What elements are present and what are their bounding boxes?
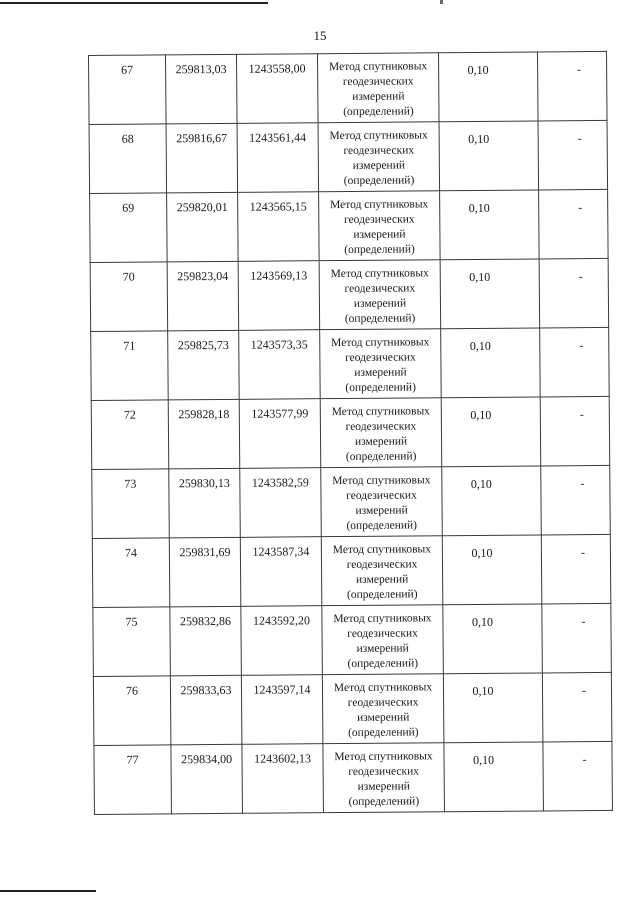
method-cell bbox=[320, 329, 442, 399]
description-cell bbox=[541, 534, 611, 604]
y-coordinate-cell-text: 1243569,13 bbox=[250, 268, 308, 283]
y-coordinate-cell bbox=[241, 675, 323, 745]
method-line: Метод спутниковых bbox=[330, 267, 429, 281]
x-coordinate-cell-text: 259834,00 bbox=[180, 751, 233, 767]
description-cell-text: - bbox=[578, 269, 583, 284]
method-line: (определений) bbox=[343, 105, 414, 118]
point-number-cell-text: 75 bbox=[125, 614, 138, 629]
x-coordinate-cell-text: 259823,04 bbox=[177, 268, 229, 284]
table-row bbox=[94, 741, 613, 814]
y-coordinate-cell bbox=[238, 261, 320, 331]
method-line: измерений bbox=[352, 90, 405, 103]
y-coordinate-cell-text: 1243602,13 bbox=[253, 751, 312, 766]
description-cell bbox=[540, 327, 610, 397]
accuracy-cell bbox=[438, 52, 538, 122]
accuracy-cell-text: 0,10 bbox=[470, 407, 492, 423]
scan-edge-line-top bbox=[0, 2, 268, 4]
description-cell-text: - bbox=[582, 752, 587, 767]
method-line: геодезических bbox=[347, 627, 418, 640]
accuracy-cell bbox=[441, 328, 541, 398]
x-coordinate-cell-text: 259813,03 bbox=[175, 61, 227, 77]
y-coordinate-cell-text: 1243597,14 bbox=[253, 682, 311, 697]
x-coordinate-cell-text: 259831,69 bbox=[179, 544, 231, 560]
y-coordinate-cell bbox=[237, 123, 319, 193]
method-text bbox=[319, 122, 440, 189]
method-line: Метод спутниковых bbox=[328, 60, 428, 74]
x-coordinate-cell bbox=[167, 192, 239, 262]
point-number-cell bbox=[90, 262, 168, 332]
point-number-cell-text: 69 bbox=[122, 200, 135, 215]
accuracy-cell-text: 0,10 bbox=[468, 200, 490, 216]
method-line: геодезических bbox=[346, 558, 418, 571]
y-coordinate-cell bbox=[238, 192, 320, 262]
description-cell-text: - bbox=[579, 338, 584, 353]
description-cell-text: - bbox=[580, 545, 585, 560]
method-line: (определений) bbox=[347, 657, 419, 670]
description-cell-text: - bbox=[577, 131, 582, 146]
x-coordinate-cell-text: 259828,18 bbox=[178, 406, 230, 422]
description-cell bbox=[542, 672, 612, 742]
x-coordinate-cell-text: 259820,01 bbox=[176, 199, 228, 215]
method-cell bbox=[322, 674, 444, 744]
method-cell bbox=[321, 467, 443, 537]
coordinates-table bbox=[88, 51, 613, 815]
accuracy-cell bbox=[442, 535, 542, 605]
x-coordinate-cell-text: 259832,86 bbox=[179, 613, 232, 629]
table-row bbox=[89, 51, 608, 124]
point-number-cell-text: 77 bbox=[126, 752, 139, 767]
description-cell bbox=[542, 603, 612, 673]
method-line: измерений bbox=[356, 642, 409, 655]
point-number-cell-text: 73 bbox=[124, 476, 137, 491]
method-line: (определений) bbox=[343, 174, 415, 187]
table-row bbox=[92, 534, 611, 607]
accuracy-cell bbox=[440, 190, 540, 260]
point-number-cell-text: 67 bbox=[121, 62, 134, 77]
accuracy-cell-text: 0,10 bbox=[467, 62, 489, 78]
accuracy-cell bbox=[440, 259, 540, 329]
accuracy-cell bbox=[444, 742, 544, 812]
y-coordinate-cell bbox=[241, 606, 323, 676]
point-number-cell bbox=[94, 745, 172, 815]
method-line: геодезических bbox=[343, 144, 415, 157]
method-line: (определений) bbox=[346, 519, 418, 532]
y-coordinate-cell-text: 1243565,15 bbox=[249, 199, 307, 214]
accuracy-cell-text: 0,10 bbox=[469, 338, 491, 354]
method-text bbox=[321, 467, 442, 534]
point-number-cell bbox=[91, 331, 169, 401]
method-text bbox=[321, 398, 442, 465]
accuracy-cell bbox=[442, 466, 542, 536]
accuracy-cell-text: 0,10 bbox=[472, 683, 494, 698]
description-cell bbox=[539, 258, 609, 328]
method-cell bbox=[319, 191, 441, 261]
method-text bbox=[320, 260, 441, 327]
description-cell bbox=[541, 465, 611, 535]
method-line: (определений) bbox=[348, 795, 420, 808]
x-coordinate-cell bbox=[170, 675, 242, 745]
method-line: Метод спутниковых bbox=[331, 336, 430, 350]
point-number-cell bbox=[93, 676, 171, 746]
y-coordinate-cell-text: 1243587,34 bbox=[252, 544, 310, 559]
method-line: Метод спутниковых bbox=[334, 750, 433, 764]
method-line: измерений bbox=[354, 435, 408, 448]
method-line: измерений bbox=[352, 159, 406, 172]
table-row bbox=[92, 465, 611, 538]
x-coordinate-cell-text: 259825,73 bbox=[177, 337, 229, 353]
accuracy-cell-text: 0,10 bbox=[472, 752, 495, 767]
point-number-cell-text: 68 bbox=[121, 131, 134, 146]
y-coordinate-cell bbox=[236, 54, 318, 124]
method-text bbox=[322, 536, 443, 603]
description-cell-text: - bbox=[581, 683, 587, 698]
point-number-cell-text: 71 bbox=[123, 338, 136, 353]
method-text bbox=[323, 674, 444, 741]
y-coordinate-cell bbox=[239, 399, 321, 469]
description-cell-text: - bbox=[577, 62, 582, 77]
x-coordinate-cell bbox=[170, 606, 242, 676]
description-cell bbox=[538, 120, 608, 190]
method-cell bbox=[318, 122, 440, 192]
x-coordinate-cell-text: 259833,63 bbox=[180, 682, 232, 698]
x-coordinate-cell bbox=[168, 330, 240, 400]
method-line: измерений bbox=[357, 780, 410, 793]
accuracy-cell-text: 0,10 bbox=[468, 131, 490, 147]
method-line: геодезических bbox=[347, 696, 419, 709]
accuracy-cell bbox=[439, 121, 539, 191]
x-coordinate-cell bbox=[169, 537, 241, 607]
y-coordinate-cell bbox=[239, 330, 321, 400]
x-coordinate-cell bbox=[171, 744, 243, 814]
table-row bbox=[91, 327, 610, 400]
table-row bbox=[91, 396, 610, 469]
point-number-cell-text: 72 bbox=[123, 407, 136, 422]
y-coordinate-cell bbox=[240, 537, 322, 607]
x-coordinate-cell bbox=[167, 261, 239, 331]
accuracy-cell-text: 0,10 bbox=[470, 476, 492, 492]
y-coordinate-cell-text: 1243561,44 bbox=[249, 130, 307, 145]
method-line: Метод спутниковых bbox=[331, 405, 430, 419]
method-line: измерений bbox=[357, 711, 410, 724]
accuracy-cell-text: 0,10 bbox=[471, 545, 493, 561]
method-text bbox=[322, 605, 443, 672]
point-number-cell bbox=[89, 55, 167, 125]
method-line: Метод спутниковых bbox=[332, 474, 431, 488]
page-number: 15 bbox=[313, 28, 327, 43]
footnote-separator-line bbox=[0, 890, 96, 892]
method-line: геодезических bbox=[343, 213, 415, 226]
accuracy-cell bbox=[443, 673, 543, 743]
x-coordinate-cell bbox=[168, 399, 240, 469]
method-cell bbox=[322, 605, 444, 675]
point-number-cell bbox=[90, 193, 168, 263]
method-cell bbox=[323, 743, 445, 813]
method-line: Метод спутниковых bbox=[332, 543, 432, 557]
method-cell bbox=[319, 260, 441, 330]
table-row bbox=[93, 603, 612, 676]
method-line: (определений) bbox=[345, 450, 417, 463]
method-cell bbox=[320, 398, 442, 468]
x-coordinate-cell-text: 259816,67 bbox=[176, 130, 228, 146]
method-line: Метод спутниковых bbox=[330, 198, 429, 212]
x-coordinate-cell-text: 259830,13 bbox=[178, 475, 230, 491]
point-number-cell-text: 70 bbox=[122, 269, 135, 284]
method-line: Метод спутниковых bbox=[329, 129, 428, 143]
point-number-cell bbox=[92, 469, 170, 539]
description-cell bbox=[537, 51, 607, 121]
method-line: (определений) bbox=[345, 381, 416, 394]
method-line: Метод спутниковых bbox=[333, 612, 432, 626]
description-cell-text: - bbox=[578, 200, 583, 215]
accuracy-cell bbox=[441, 397, 541, 467]
table-row bbox=[90, 258, 609, 331]
y-coordinate-cell-text: 1243582,59 bbox=[251, 475, 309, 490]
coordinates-table-body bbox=[89, 51, 613, 814]
point-number-cell-text: 76 bbox=[125, 683, 139, 698]
method-line: геодезических bbox=[348, 765, 420, 778]
method-line: измерений bbox=[355, 573, 409, 586]
accuracy-cell-text: 0,10 bbox=[469, 269, 491, 285]
method-line: Метод спутниковых bbox=[333, 681, 433, 695]
method-line: геодезических bbox=[346, 489, 417, 502]
x-coordinate-cell bbox=[166, 123, 238, 193]
method-line: измерений bbox=[353, 228, 406, 241]
method-line: измерений bbox=[354, 366, 407, 379]
method-line: измерений bbox=[355, 504, 408, 517]
method-line: геодезических bbox=[342, 75, 414, 88]
method-line: (определений) bbox=[346, 588, 418, 601]
y-coordinate-cell-text: 1243573,35 bbox=[250, 337, 308, 352]
x-coordinate-cell bbox=[166, 54, 238, 124]
method-text bbox=[319, 191, 440, 258]
accuracy-cell-text: 0,10 bbox=[471, 614, 494, 630]
method-line: (определений) bbox=[344, 243, 415, 256]
method-line: геодезических bbox=[345, 420, 417, 433]
accuracy-cell bbox=[443, 604, 543, 674]
point-number-cell bbox=[91, 400, 169, 470]
table-row bbox=[90, 189, 609, 262]
point-number-cell-text: 74 bbox=[124, 545, 137, 560]
table-row bbox=[89, 120, 608, 193]
description-cell bbox=[539, 189, 609, 259]
table-row bbox=[93, 672, 612, 745]
method-cell bbox=[321, 536, 443, 606]
method-line: измерений bbox=[353, 297, 407, 310]
point-number-cell bbox=[93, 607, 171, 677]
description-cell-text: - bbox=[581, 614, 586, 629]
method-line: (определений) bbox=[348, 726, 419, 739]
method-text bbox=[318, 53, 439, 120]
x-coordinate-cell bbox=[169, 468, 241, 538]
method-cell bbox=[317, 53, 439, 123]
description-cell-text: - bbox=[580, 476, 585, 491]
y-coordinate-cell-text: 1243577,99 bbox=[251, 406, 309, 421]
point-number-cell bbox=[92, 538, 170, 608]
description-cell-text: - bbox=[579, 407, 584, 422]
method-text bbox=[323, 743, 444, 810]
method-text bbox=[320, 329, 441, 396]
y-coordinate-cell bbox=[240, 468, 322, 538]
y-coordinate-cell bbox=[242, 744, 324, 814]
method-line: геодезических bbox=[344, 282, 416, 295]
point-number-cell bbox=[89, 124, 167, 194]
scan-mark bbox=[440, 0, 443, 4]
y-coordinate-cell-text: 1243558,00 bbox=[248, 61, 306, 76]
description-cell bbox=[543, 741, 613, 811]
description-cell bbox=[540, 396, 610, 466]
method-line: геодезических bbox=[345, 351, 416, 364]
y-coordinate-cell-text: 1243592,20 bbox=[252, 613, 311, 628]
method-line: (определений) bbox=[344, 312, 416, 325]
